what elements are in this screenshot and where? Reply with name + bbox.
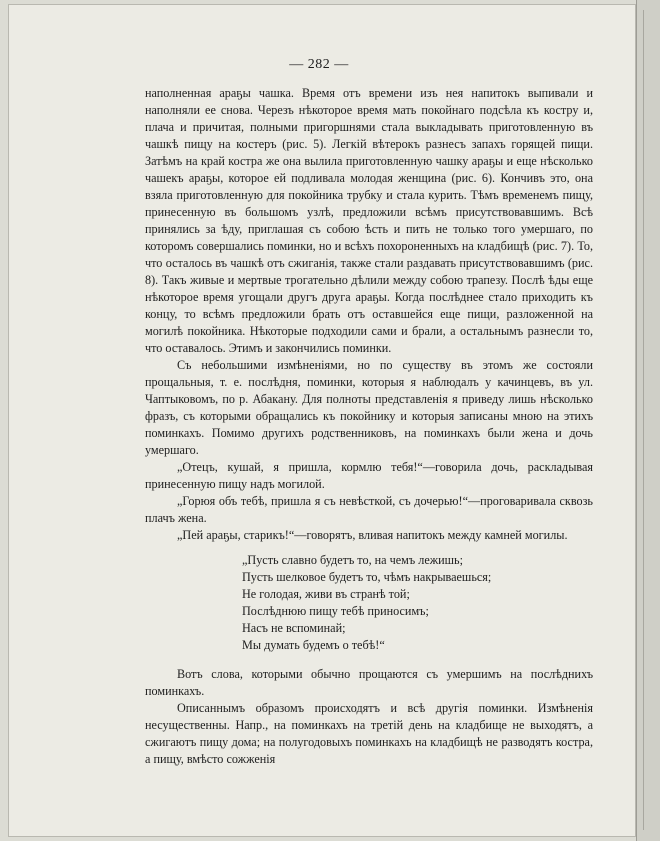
page-body	[145, 85, 593, 768]
poem-line: Насъ не вспоминай;	[242, 621, 346, 635]
paragraph: Съ небольшими измѣненіями, но по существу въ этомъ же состояли прощальныя, т. е. послѣдня, поминки, которыя я наблюдалъ у качинцевъ, въ ул. Чаптыковомъ, по р. Абакану. Для полноты представленія я приведу лишь нѣсколько фразъ, съ которыми обращались къ покойнику и которыя записаны мною на этихъ поминкахъ. Помимо другихъ родственниковъ, на поминкахъ были жена и дочь умершаго.	[145, 358, 593, 457]
scan-edge-line	[643, 10, 644, 830]
paragraph: „Пей араҕы, старикъ!“—говорятъ, вливая напитокъ между камней могилы.	[177, 528, 568, 542]
poem-block	[242, 552, 593, 654]
poem-line: Не голодая, живи въ странѣ той;	[242, 587, 410, 601]
poem-line: Пусть шелковое будетъ то, чѣмъ накрываешься;	[242, 570, 492, 584]
paragraph: Описаннымъ образомъ происходятъ и всѣ другія поминки. Измѣненія несущественны. Напр., на поминкахъ на третій день на кладбище не выходятъ, а сжигаютъ пищу дома; на полугодовыхъ поминкахъ на кладбищѣ не разводятъ костра, а пищу, вмѣсто сожженія	[145, 701, 593, 766]
scan-edge	[636, 0, 660, 841]
page-number: — 282 —	[289, 57, 349, 72]
poem-line: „Пусть славно будетъ то, на чемъ лежишь;	[242, 553, 464, 567]
paragraph: наполненная араҕы чашка. Время отъ времени изъ нея напитокъ выпивали и наполняли ее снова. Черезъ нѣкоторое время мать покойнаго подсѣла къ костру и, плача и причитая, полными пригоршнями стала выкладывать приготовленную въ чашкѣ пищу на костеръ (рис. 5). Легкій вѣтерокъ разнесъ запахъ горящей пищи. Затѣмъ на край костра же она вылила приготовленную чашку араҕы и еще нѣсколько чашекъ араҕы, которое ей подливала молодая женщина (рис. 6). Кончивъ это, она взяла приготовленную для покойника трубку и стала курить. Тѣмъ временемъ пищу, принесенную въ большомъ узлѣ, предложили всѣмъ присутствовавшимъ. Всѣ принялись за ѣду, приглашая съ собою ѣсть и пить не только того умершаго, по которомъ совершались поминки, но и всѣхъ похороненныхъ на кладбищѣ (рис. 7). То, что осталось въ чашкѣ отъ сжиганія, также стали раздавать присутствовавшимъ (рис. 8). Такъ живые и мертвые трогательно дѣлили между собою трапезу. Послѣ ѣды еще нѣкоторое время угощали другъ друга араҕы. Когда послѣднее стало приходить къ концу, то всѣмъ предложили брать отъ оставшейся еще пищи, разложенной на могилѣ покойника. Нѣкоторые подходили сами и брали, а остальнымъ разнесли то, что оставалось. Этимъ и закончились поминки.	[145, 86, 593, 355]
poem-line: Мы думать будемъ о тебѣ!“	[242, 638, 385, 652]
book-page	[8, 4, 636, 837]
poem-line: Послѣднюю пищу тебѣ приносимъ;	[242, 604, 429, 618]
paragraph: „Горюя объ тебѣ, пришла я съ невѣсткой, съ дочерью!“—проговаривала сквозь плачъ жена.	[145, 494, 593, 525]
paragraph: „Отецъ, кушай, я пришла, кормлю тебя!“—говорила дочь, раскладывая принесенную пищу надъ могилой.	[145, 460, 593, 491]
paragraph: Вотъ слова, которыми обычно прощаются съ умершимъ на послѣднихъ поминкахъ.	[145, 667, 593, 698]
